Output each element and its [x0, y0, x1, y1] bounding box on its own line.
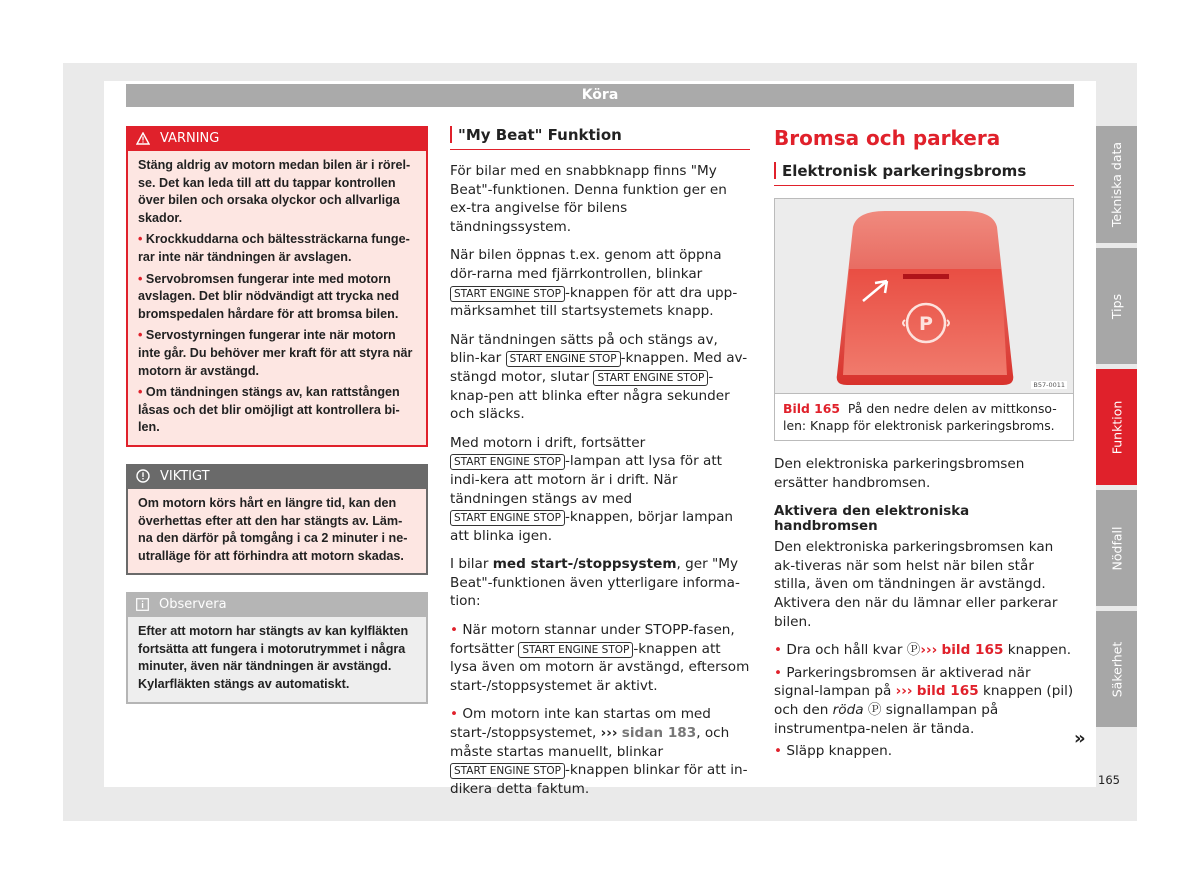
page-number: 165: [1098, 773, 1120, 787]
warning-bullet: • Servostyrningen fungerar inte när motorn inte går. Du behöver mer kraft för att styra när motorn är avstängd.: [138, 328, 413, 378]
middle-column: [450, 126, 750, 808]
paragraph: Den elektroniska parkeringsbromsen kan ak-tiveras när som helst när bilen står stilla, även om tändningen är avstängd. Aktivera den när du lämnar eller parkerar bilen.: [774, 539, 1058, 630]
figure-165: [774, 198, 1074, 441]
start-engine-stop-key: START ENGINE STOP: [450, 763, 565, 779]
paragraph: När tändningen sätts på och stängs av, blin-kar START ENGINE STOP -knappen. Med av-stängd motor, slutar START ENGINE STOP -knap-pen att blinka efter några sekunder och släcks.: [450, 331, 748, 423]
tab-tekniska-data[interactable]: Tekniska data: [1096, 126, 1137, 243]
observe-title: Observera: [159, 597, 227, 613]
warning-triangle-icon: [136, 132, 150, 145]
paragraph: För bilar med en snabbknapp finns "My Beat"-funktionen. Denna funktion ger en ex-tra angivelse för bilens tändningssystem.: [450, 163, 727, 235]
left-column: [126, 126, 428, 721]
paragraph: Den elektroniska parkeringsbromsen ersätter handbromsen.: [774, 456, 1025, 491]
start-engine-stop-key: START ENGINE STOP: [450, 510, 565, 526]
start-engine-stop-key: START ENGINE STOP: [506, 351, 621, 367]
start-engine-stop-key: START ENGINE STOP: [593, 370, 708, 386]
warning-bullet: • Krockkuddarna och bältessträckarna funge-rar inte när tändningen är avslagen.: [138, 232, 410, 264]
subheading: Aktivera den elektroniska handbromsen: [774, 504, 970, 535]
paragraph: När bilen öppnas t.ex. genom att öppna dör-rarna med fjärrkontrollen, blinkar START ENGINE STOP -knappen för att dra upp-märksamhet till startsystemets knapp.: [450, 247, 738, 320]
start-engine-stop-key: START ENGINE STOP: [450, 454, 565, 470]
bullet-item: • När motorn stannar under STOPP-fasen, fortsätter START ENGINE STOP -knappen att lysa även om motorn är avstängd, eftersom start-/stoppsystemet är aktivt.: [450, 622, 750, 694]
warning-title: VARNING: [160, 131, 220, 146]
paragraph: I bilar med start-/stoppsystem, ger "My Beat"-funktionen även ytterligare informa-tion:: [450, 556, 740, 610]
cross-reference-arrow-icon: ›››: [920, 642, 938, 659]
tab-funktion[interactable]: Funktion: [1096, 369, 1137, 485]
figure-link[interactable]: bild 165: [916, 683, 979, 700]
figure-caption: Bild 165 På den nedre delen av mittkonso-len: Knapp för elektronisk parkeringsbroms.: [783, 401, 1057, 433]
cross-reference-arrow-icon: ›››: [600, 725, 618, 742]
important-box: [126, 464, 428, 575]
warning-box: [126, 126, 428, 447]
parking-brake-symbol-icon: Ⓟ: [867, 701, 882, 718]
mybeat-title: "My Beat" Funktion: [450, 126, 750, 150]
warning-bullet: • Om tändningen stängs av, kan rattstången låsas och det blir omöjligt att kontrollera bi-len.: [138, 385, 400, 435]
tab-sakerhet[interactable]: Säkerhet: [1096, 611, 1137, 727]
warning-header: [126, 126, 428, 151]
tab-tips[interactable]: Tips: [1096, 248, 1137, 364]
warning-bullet: • Servobromsen fungerar inte med motorn avslagen. Det blir nödvändigt att trycka ned bromspedalen hårdare för att bromsa bilen.: [138, 271, 400, 321]
start-engine-stop-key: START ENGINE STOP: [450, 286, 565, 302]
warning-body: [126, 151, 428, 447]
info-icon: [136, 598, 149, 611]
parking-brake-symbol-icon: Ⓟ: [906, 642, 921, 659]
bullet-item: • Släpp knappen.: [774, 743, 893, 760]
important-text: Om motorn körs hårt en längre tid, kan den överhettas efter att den har stängts av. Läm-na den därför på tomgång i ca 2 minuter i ne-utralläge för att förhindra att motorn skadas.: [138, 495, 408, 563]
important-header: [126, 464, 428, 489]
tab-nodfall[interactable]: Nödfall: [1096, 490, 1137, 606]
important-title: VIKTIGT: [160, 468, 210, 484]
figure-code: B57-0011: [1033, 381, 1065, 389]
observe-box: [126, 592, 428, 703]
continue-arrow-icon: »: [1074, 728, 1086, 749]
chapter-header: Köra: [126, 84, 1074, 107]
bullet-item: • Dra och håll kvar Ⓟ››› bild 165 knappen.: [774, 642, 1072, 659]
right-column: [774, 126, 1074, 771]
cross-reference-arrow-icon: ›››: [895, 683, 913, 700]
figure-link[interactable]: bild 165: [941, 642, 1004, 659]
section-title: Elektronisk parkeringsbroms: [774, 162, 1074, 186]
svg-text:P: P: [919, 313, 933, 335]
observe-body: [126, 617, 428, 703]
parking-brake-image: [775, 199, 1073, 394]
paragraph: Med motorn i drift, fortsätter START ENGINE STOP -lampan att lysa för att indi-kera att motorn är i drift. När tändningen stängs av med START ENGINE STOP -knappen, börjar lampan att blinka igen.: [450, 434, 734, 544]
exclamation-circle-icon: [136, 469, 150, 483]
bullet-item: • Om motorn inte kan startas om med start-/stoppsystemet, ››› sidan 183, och måste startas manuellt, blinkar START ENGINE STOP -knappen blinkar för att in-dikera detta faktum.: [450, 706, 748, 797]
observe-header: [126, 592, 428, 617]
observe-text: Efter att motorn har stängts av kan kylfläkten fortsätta att fungera i motorutrymmet i några minuter, även när tändningen är avstängd. Kylarfläkten stängs av automatiskt.: [138, 624, 409, 692]
page-link[interactable]: sidan 183: [621, 725, 697, 742]
bromsa-title: Bromsa och parkera: [774, 126, 1001, 150]
warning-intro: Stäng aldrig av motorn medan bilen är i rörel-se. Det kan leda till att du tappar kontrollen över bilen och orsaka olyckor och allvarliga skador.: [138, 158, 411, 225]
start-engine-stop-key: START ENGINE STOP: [518, 642, 633, 658]
bullet-item: • Parkeringsbromsen är aktiverad när signal-lampan på ››› bild 165 knappen (pil) och den röda Ⓟ signallampan på instrumentpa-nelen är tända.: [774, 664, 1074, 737]
important-body: [126, 489, 428, 575]
